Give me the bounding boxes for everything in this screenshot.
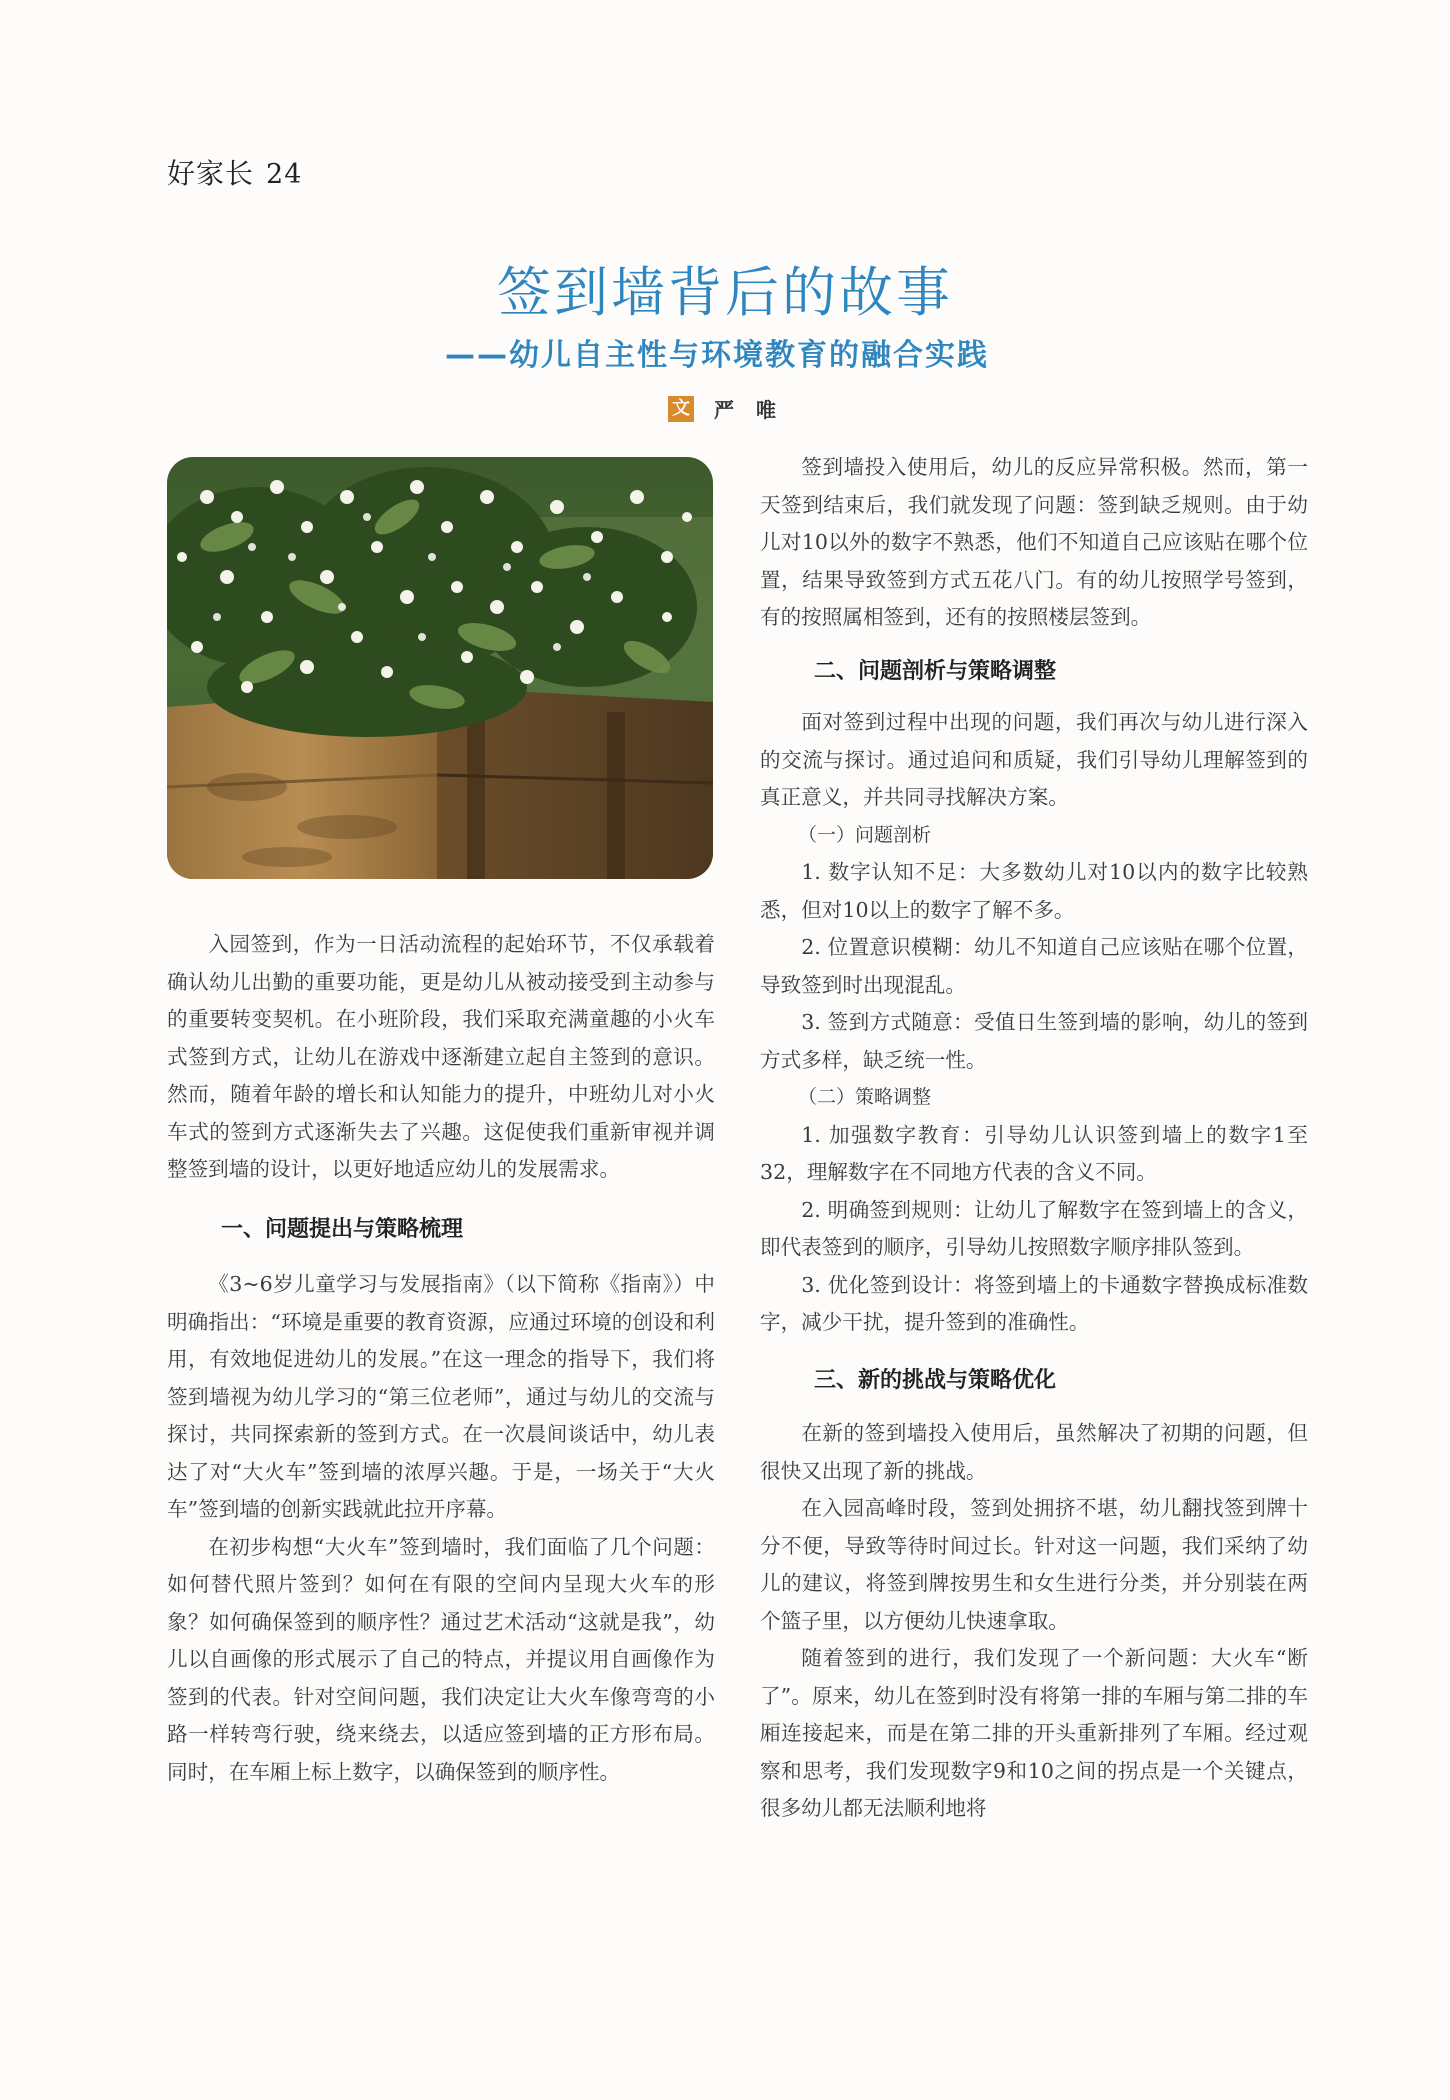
paragraph: 面对签到过程中出现的问题，我们再次与幼儿进行深入的交流与探讨。通过追问和质疑，我们引导幼儿理解签到的真正意义，并共同寻找解决方案。 [760, 710, 1308, 809]
subheading-problem-analysis: （一）问题剖析 [798, 823, 932, 846]
byline [668, 394, 798, 423]
magazine-name: 好家长 [167, 157, 255, 190]
section-heading-2: 二、问题剖析与策略调整 [814, 658, 1057, 684]
section-heading-3: 三、新的挑战与策略优化 [814, 1367, 1057, 1393]
list-item: 1. 数字认知不足：大多数幼儿对10以内的数字比较熟悉，但对10以上的数字了解不多。 [760, 860, 1308, 922]
list-item: 3. 签到方式随意：受值日生签到墙的影响，幼儿的签到方式多样，缺乏统一性。 [760, 1010, 1308, 1072]
page-number: 24 [266, 159, 303, 190]
list-item: 2. 位置意识模糊：幼儿不知道自己应该贴在哪个位置，导致签到时出现混乱。 [760, 935, 1308, 997]
list-item: 2. 明确签到规则：让幼儿了解数字在签到墙上的含义，即代表签到的顺序，引导幼儿按照数字顺序排队签到。 [760, 1197, 1308, 1259]
article-title: 签到墙背后的故事 [497, 261, 953, 324]
paragraph: 在初步构想“大火车”签到墙时，我们面临了几个问题：如何替代照片签到？如何在有限的空间内呈现大火车的形象？如何确保签到的顺序性？通过艺术活动“这就是我”，幼儿以自画像的形式展示了自己的特点，并提议用自画像作为签到的代表。针对空间问题，我们决定让大火车像弯弯的小路一样转弯行驶，绕来绕去，以适应签到墙的正方形布局。同时，在车厢上标上数字，以确保签到的顺序性。 [167, 1534, 715, 1784]
paragraph: 随着签到的进行，我们发现了一个新问题：大火车“断了”。原来，幼儿在签到时没有将第一排的车厢与第二排的车厢连接起来，而是在第二排的开头重新排列了车厢。经过观察和思考，我们发现数字9和10之间的拐点是一个关键点，很多幼儿都无法顺利地将 [760, 1646, 1308, 1820]
paragraph: 在新的签到墙投入使用后，虽然解决了初期的问题，但很快又出现了新的挑战。 [760, 1421, 1308, 1483]
list-item: 1. 加强数字教育：引导幼儿认识签到墙上的数字1至32，理解数字在不同地方代表的含义不同。 [760, 1122, 1308, 1184]
paragraph: 在入园高峰时段，签到处拥挤不堪，幼儿翻找签到牌十分不便，导致等待时间过长。针对这一问题，我们采纳了幼儿的建议，将签到牌按男生和女生进行分类，并分别装在两个篮子里，以方便幼儿快速拿取。 [760, 1496, 1308, 1633]
subheading-strategy-adjustment: （二）策略调整 [798, 1086, 932, 1108]
section-heading-1: 一、问题提出与策略梳理 [221, 1216, 464, 1242]
paragraph: 签到墙投入使用后，幼儿的反应异常积极。然而，第一天签到结束后，我们就发现了问题：签到缺乏规则。由于幼儿对10以外的数字不熟悉，他们不知道自己应该贴在哪个位置，结果导致签到方式五花八门。有的幼儿按照学号签到，有的按照属相签到，还有的按照楼层签到。 [760, 455, 1308, 629]
author-name: 严唯 [714, 398, 798, 422]
flower-planter-image [167, 457, 713, 879]
magazine-header [167, 152, 302, 192]
article-subtitle: ——幼儿自主性与环境教育的融合实践 [445, 338, 989, 373]
article-photo [167, 457, 713, 879]
intro-paragraph: 入园签到，作为一日活动流程的起始环节，不仅承载着确认幼儿出勤的重要功能，更是幼儿从被动接受到主动参与的重要转变契机。在小班阶段，我们采取充满童趣的小火车式签到方式，让幼儿在游戏中逐渐建立起自主签到的意识。然而，随着年龄的增长和认知能力的提升，中班幼儿对小火车式的签到方式逐渐失去了兴趣。这促使我们重新审视并调整签到墙的设计，以更好地适应幼儿的发展需求。 [167, 932, 715, 1181]
list-item: 3. 优化签到设计：将签到墙上的卡通数字替换成标准数字，减少干扰，提升签到的准确性。 [760, 1272, 1308, 1334]
byline-tag: 文 [668, 396, 694, 422]
left-column [167, 926, 715, 1791]
right-column [760, 449, 1308, 1828]
paragraph: 《3~6岁儿童学习与发展指南》（以下简称《指南》）中明确指出：“环境是重要的教育资源，应通过环境的创设和利用，有效地促进幼儿的发展。”在这一理念的指导下，我们将签到墙视为幼儿学习的“第三位老师”，通过与幼儿的交流与探讨，共同探索新的签到方式。在一次晨间谈话中，幼儿表达了对“大火车”签到墙的浓厚兴趣。于是，一场关于“大火车”签到墙的创新实践就此拉开序幕。 [167, 1272, 715, 1521]
